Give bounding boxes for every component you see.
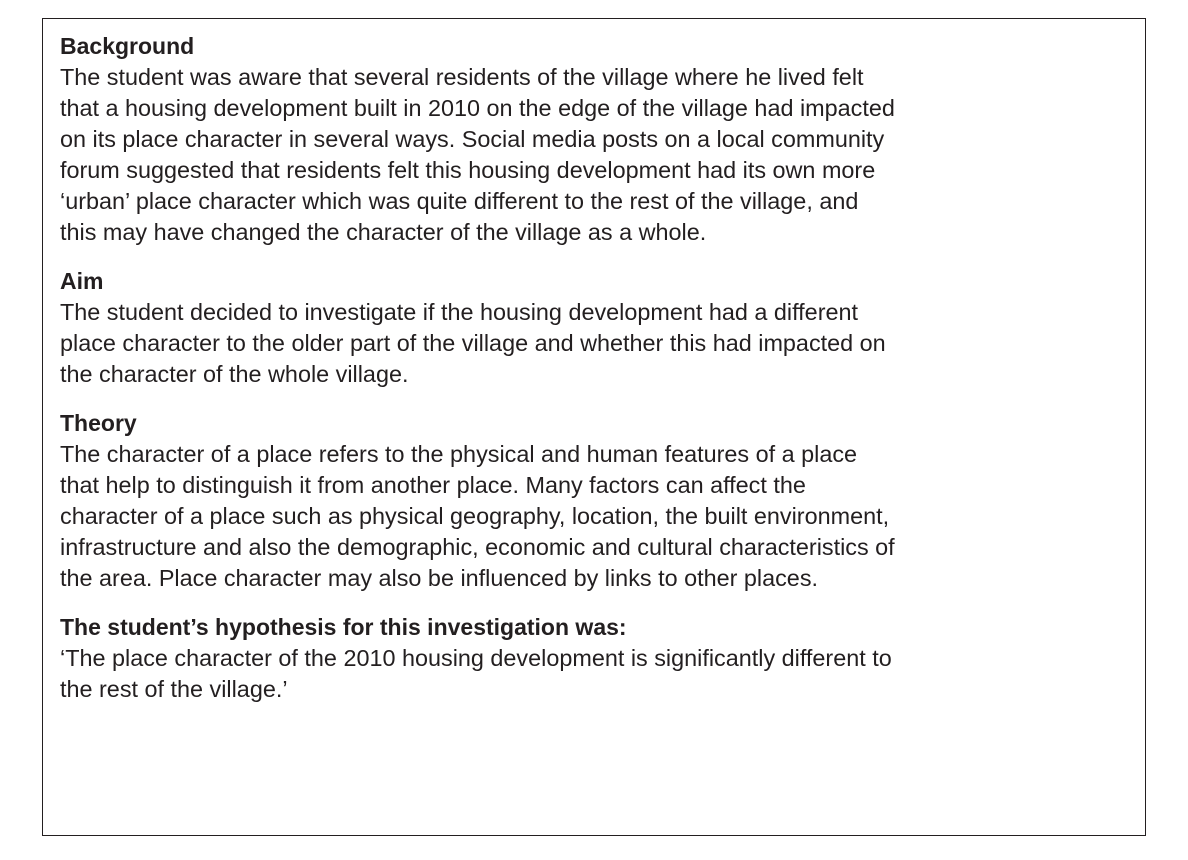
aim-line: The student decided to investigate if the housing development had a different <box>60 299 858 325</box>
background-heading: Background <box>60 33 195 59</box>
aim-section <box>60 266 1129 390</box>
background-line: that a housing development built in 2010 on the edge of the village had impacted <box>60 95 895 121</box>
theory-paragraph <box>60 439 1129 594</box>
background-line: this may have changed the character of the village as a whole. <box>60 219 707 245</box>
aim-heading: Aim <box>60 268 104 294</box>
aim-paragraph <box>60 297 1129 390</box>
hypothesis-section <box>60 612 1129 705</box>
theory-line: the area. Place character may also be influenced by links to other places. <box>60 565 819 591</box>
theory-line: infrastructure and also the demographic, economic and cultural characteristics of <box>60 534 895 560</box>
hypothesis-line: the rest of the village.’ <box>60 676 288 702</box>
background-paragraph <box>60 62 1129 248</box>
background-section <box>60 31 1129 248</box>
theory-heading: Theory <box>60 410 137 436</box>
hypothesis-heading: The student’s hypothesis for this investigation was: <box>60 614 627 640</box>
theory-section <box>60 408 1129 594</box>
aim-line: the character of the whole village. <box>60 361 409 387</box>
theory-line: character of a place such as physical geography, location, the built environment, <box>60 503 890 529</box>
background-line: ‘urban’ place character which was quite different to the rest of the village, and <box>60 188 859 214</box>
hypothesis-paragraph <box>60 643 1129 705</box>
theory-line: The character of a place refers to the physical and human features of a place <box>60 441 858 467</box>
aim-line: place character to the older part of the village and whether this had impacted on <box>60 330 886 356</box>
background-line: forum suggested that residents felt this housing development had its own more <box>60 157 876 183</box>
hypothesis-line: ‘The place character of the 2010 housing development is significantly different to <box>60 645 892 671</box>
background-line: The student was aware that several residents of the village where he lived felt <box>60 64 864 90</box>
background-line: on its place character in several ways. Social media posts on a local community <box>60 126 885 152</box>
investigation-context-box <box>42 18 1146 836</box>
theory-line: that help to distinguish it from another place. Many factors can affect the <box>60 472 806 498</box>
